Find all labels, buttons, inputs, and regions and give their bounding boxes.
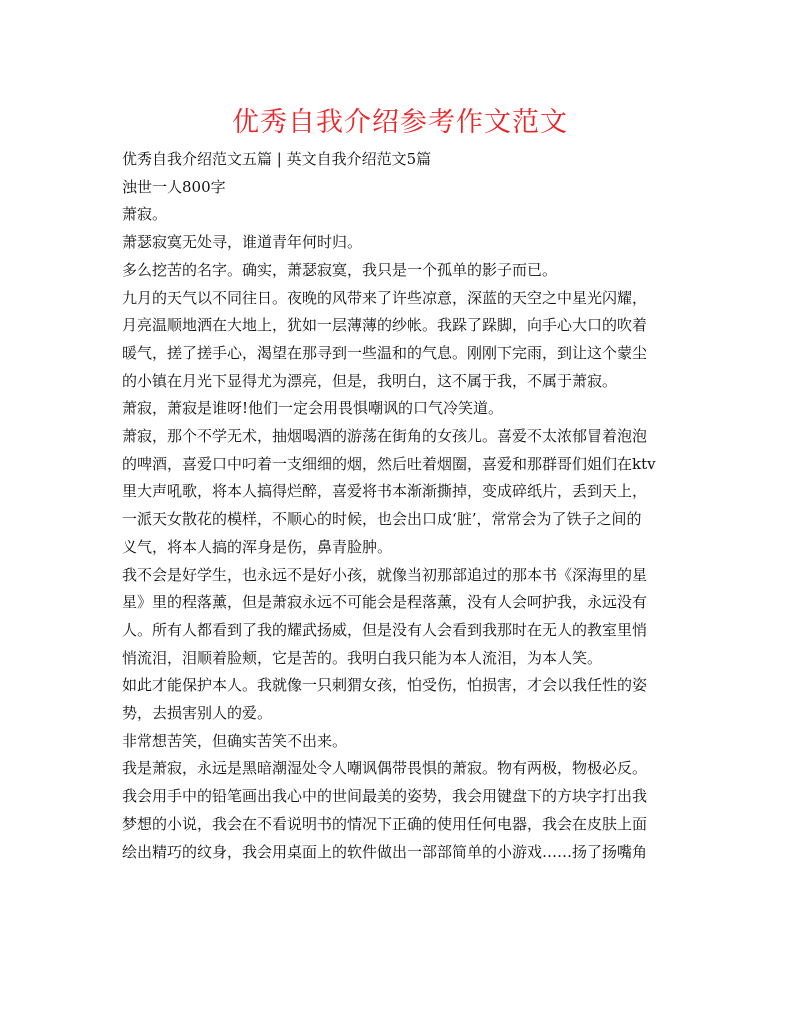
text-line: 人。所有人都看到了我的耀武扬威，但是没有人会看到我那时在无人的教室里悄 bbox=[122, 620, 648, 639]
text-line: 九月的天气以不同往日。夜晚的风带来了许些凉意，深蓝的天空之中星光闪耀， bbox=[122, 288, 648, 307]
document-body bbox=[122, 146, 682, 866]
text-line: 多么挖苦的名字。确实，萧瑟寂寞，我只是一个孤单的影子而已。 bbox=[122, 260, 558, 279]
text-line: 星》里的程落薰，但是萧寂永远不可能会是程落薰，没有人会呵护我，永远没有 bbox=[122, 593, 648, 612]
text-line: 如此才能保护本人。我就像一只刺猬女孩，怕受伤，怕损害，才会以我任性的姿 bbox=[122, 676, 648, 695]
text-line: 悄流泪，泪顺着脸颊，它是苦的。我明白我只能为本人流泪，为本人笑。 bbox=[122, 648, 603, 667]
text-line: 萧瑟寂寞无处寻，谁道青年何时归。 bbox=[122, 233, 363, 252]
text-line: 里大声吼歌，将本人搞得烂醉，喜爱将书本渐渐撕掉，变成碎纸片，丢到天上， bbox=[122, 482, 648, 501]
text-line: 的小镇在月光下显得尤为漂亮，但是，我明白，这不属于我，不属于萧寂。 bbox=[122, 371, 618, 390]
text-line: 的啤酒，喜爱口中叼着一支细细的烟，然后吐着烟圈，喜爱和那群哥们姐们在ktv bbox=[122, 454, 656, 473]
text-line: 绘出精巧的纹身，我会用桌面上的软件做出一部部简单的小游戏……扬了扬嘴角 bbox=[122, 842, 648, 861]
document-title: 优秀自我介绍参考作文范文 bbox=[232, 107, 568, 138]
text-line: 一派天女散花的模样，不顺心的时候，也会出口成‘脏’，常常会为了铁子之间的 bbox=[122, 510, 642, 529]
text-line: 萧寂。 bbox=[122, 205, 168, 224]
text-line: 月亮温顺地洒在大地上，犹如一层薄薄的纱帐。我跺了跺脚，向手心大口的吹着 bbox=[122, 316, 648, 335]
text-line: 势，去损害别人的爱。 bbox=[122, 704, 273, 723]
text-line: 义气，将本人搞的浑身是伤，鼻青脸肿。 bbox=[122, 537, 393, 556]
text-line: 我是萧寂，永远是黑暗潮湿处令人嘲讽偶带畏惧的萧寂。物有两极，物极必反。 bbox=[122, 759, 648, 778]
text-line: 暖气，搓了搓手心，渴望在那寻到一些温和的气息。刚刚下完雨，到让这个蒙尘 bbox=[122, 343, 648, 362]
text-line: 优秀自我介绍范文五篇 | 英文自我介绍范文5篇 bbox=[122, 150, 432, 168]
text-line: 萧寂，那个不学无术，抽烟喝酒的游荡在街角的女孩儿。喜爱不太浓郁冒着泡泡 bbox=[122, 427, 648, 446]
text-line: 我不会是好学生，也永远不是好小孩，就像当初那部追过的那本书《深海里的星 bbox=[122, 565, 648, 584]
text-line: 我会用手中的铅笔画出我心中的世间最美的姿势，我会用键盘下的方块字打出我 bbox=[122, 787, 648, 806]
text-line: 浊世一人800字 bbox=[122, 177, 226, 196]
text-line: 非常想苦笑，但确实苦笑不出来。 bbox=[122, 731, 348, 750]
text-line: 梦想的小说，我会在不看说明书的情况下正确的使用任何电器，我会在皮肤上面 bbox=[122, 814, 648, 833]
text-line: 萧寂，萧寂是谁呀!他们一定会用畏惧嘲讽的口气冷笑道。 bbox=[122, 399, 504, 418]
